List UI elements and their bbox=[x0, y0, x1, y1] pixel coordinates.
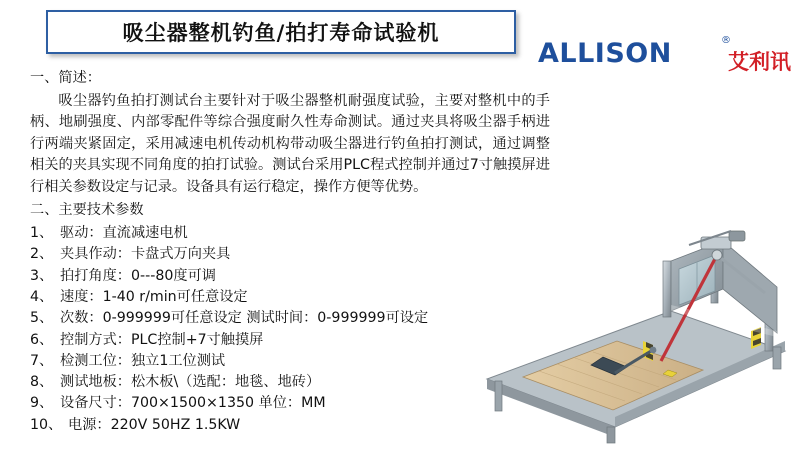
page-title-box bbox=[46, 10, 516, 54]
spec-index: 10、 bbox=[30, 416, 63, 433]
spec-index: 4、 bbox=[30, 288, 54, 305]
spec-index: 7、 bbox=[30, 352, 54, 369]
spec-value: 直流减速电机 bbox=[102, 225, 188, 242]
machine-photo bbox=[465, 165, 795, 445]
spec-index: 2、 bbox=[30, 246, 54, 263]
machine-photo-illustration bbox=[465, 165, 795, 445]
brand-logo bbox=[538, 35, 791, 78]
spec-value: 松木板\（选配：地毯、地砖） bbox=[130, 374, 321, 391]
spec-value: 220V 50HZ 1.5KW bbox=[110, 416, 241, 433]
spec-value: 0---80度可调 bbox=[130, 267, 216, 284]
registered-trademark-icon: ® bbox=[721, 35, 731, 46]
spec-value: 独立1工位测试 bbox=[130, 352, 226, 369]
spec-index: 8、 bbox=[30, 374, 54, 391]
spec-index: 3、 bbox=[30, 267, 54, 284]
spec-label: 驱动： bbox=[60, 225, 103, 242]
spec-label: 设备尺寸： bbox=[60, 395, 131, 412]
spec-label: 速度： bbox=[60, 288, 103, 305]
spec-value: 0-999999可任意设定 测试时间：0-999999可设定 bbox=[102, 310, 429, 327]
overview-heading: 一、简述： bbox=[30, 70, 101, 86]
spec-value: 1-40 r/min可任意设定 bbox=[102, 288, 248, 305]
spec-label: 夹具作动： bbox=[60, 246, 131, 263]
spec-label: 控制方式： bbox=[60, 331, 131, 348]
spec-label: 测试地板： bbox=[60, 374, 131, 391]
spec-label: 电源： bbox=[68, 416, 111, 433]
overview-paragraph: 吸尘器钓鱼拍打测试台主要针对于吸尘器整机耐强度试验，主要对整机中的手柄、地刷强度、内部零配件等综合强度耐久性寿命测试。通过夹具将吸尘器手柄进行两端夹紧固定，采用减速电机传动机构带动吸尘器进行钓鱼拍打测试，通过调整相关的夹具实现不同角度的拍打试验。测试台采用PLC程式控制并通过7寸触摸屏进行相关参数设定与记录。设备具有运行稳定，操作方便等优势。 bbox=[30, 92, 550, 195]
spec-index: 5、 bbox=[30, 310, 54, 327]
spec-index: 6、 bbox=[30, 331, 54, 348]
spec-label: 拍打角度： bbox=[60, 267, 131, 284]
spec-value: 卡盘式万向夹具 bbox=[130, 246, 231, 263]
page-title: 吸尘器整机钓鱼/拍打寿命试验机 bbox=[122, 21, 440, 45]
spec-value: 700×1500×1350 单位：MM bbox=[130, 395, 326, 412]
spec-label: 检测工位： bbox=[60, 352, 131, 369]
spec-value: PLC控制+7寸触摸屏 bbox=[130, 331, 264, 348]
spec-index: 9、 bbox=[30, 395, 54, 412]
spec-index: 1、 bbox=[30, 225, 54, 242]
spec-label: 次数： bbox=[60, 310, 103, 327]
specs-heading: 二、主要技术参数 bbox=[30, 202, 144, 219]
brand-name-cn: 艾利讯 bbox=[728, 50, 791, 74]
brand-name-en: ALLISON bbox=[538, 38, 672, 69]
